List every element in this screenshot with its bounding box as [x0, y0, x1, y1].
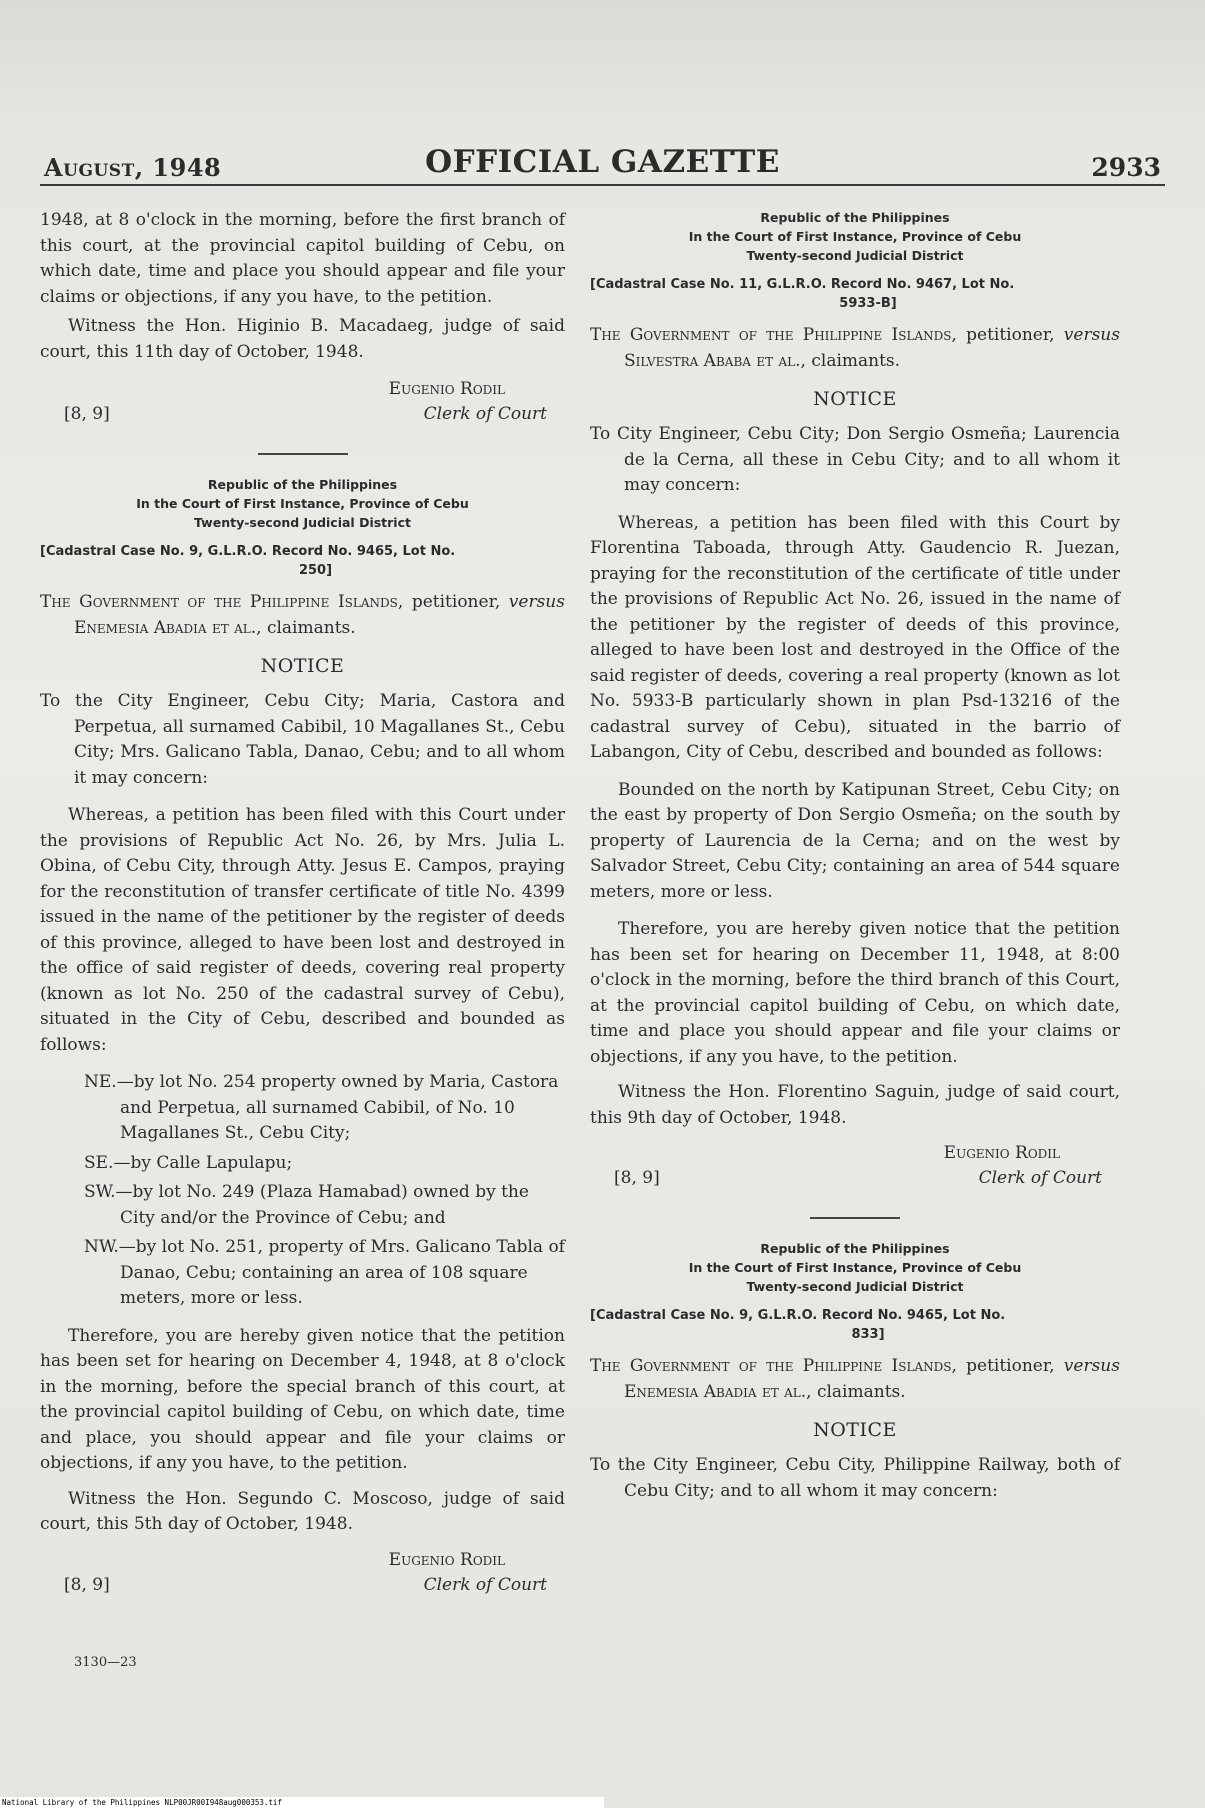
versus: versus — [1063, 325, 1120, 345]
case-parties — [590, 1354, 1120, 1405]
petitioner-label: petitioner, — [956, 1356, 1064, 1376]
signer-title: Clerk of Court — [423, 1574, 547, 1595]
caption-court: In the Court of First Instance, Province of Cebu — [688, 1260, 1022, 1275]
notice-case-250 — [40, 475, 565, 1602]
court-caption — [590, 208, 1120, 265]
case-lot: 250] — [298, 563, 333, 578]
issue-reference: [8, 9] — [64, 1574, 110, 1595]
claimants-label: claimants. — [261, 617, 356, 638]
caption-republic: Republic of the Philippines — [760, 210, 950, 225]
therefore-paragraph: Therefore, you are hereby given notice that the petition has been set for hearing on December 4, 1948, at 8 o'clock in the morning, before the special branch of this court, at the provincial capitol building of Cebu, on which date, time and place, you should appear and file your claims or objections, if any you have, to the petition. — [40, 1325, 565, 1473]
caption-republic: Republic of the Philippines — [207, 477, 398, 492]
case-parties — [40, 590, 565, 641]
case-number — [590, 275, 1120, 313]
versus: versus — [508, 592, 565, 612]
versus: versus — [1063, 1356, 1120, 1376]
caption-district: Twenty-second Judicial District — [746, 248, 964, 263]
petitioner-label: petitioner, — [403, 592, 509, 612]
notice-heading: NOTICE — [260, 655, 345, 677]
signer-name: Eugenio Rodil — [388, 379, 505, 399]
petitioner: The Government of the Philippine Islands, — [590, 1356, 957, 1376]
right-column — [590, 208, 1120, 1504]
notice-addressees: To City Engineer, Cebu City; Don Sergio Osmeña; Laurencia de la Cerna, all these in Cebu City; and to all whom it may concern: — [590, 424, 1120, 495]
petitioner: The Government of the Philippine Islands, — [590, 325, 957, 345]
notice-addressees: To the City Engineer, Cebu City; Maria, Castora and Perpetua, all surnamed Cabibil, 10 Magallanes St., Cebu City; Mrs. Galicano Tabla, Danao, Cebu; and to all whom it may concern: — [40, 691, 565, 788]
claimants-label: claimants. — [805, 350, 901, 371]
notice-heading: NOTICE — [813, 1419, 897, 1441]
boundary-nw: NW.—by lot No. 251, property of Mrs. Galicano Tabla of Danao, Cebu; containing an area of 108 square meters, more or less. — [84, 1237, 565, 1308]
case-number — [590, 1306, 1120, 1344]
header-title: OFFICIAL GAZETTE — [425, 144, 780, 180]
respondent: Silvestra Ababa et al., — [624, 350, 806, 371]
signer-title: Clerk of Court — [978, 1168, 1102, 1188]
case-number — [40, 542, 565, 580]
boundary-sw: SW.—by lot No. 249 (Plaza Hamabad) owned by the City and/or the Province of Cebu; and — [84, 1182, 529, 1228]
case-number-text: [Cadastral Case No. 9, G.L.R.O. Record No. 9465, Lot No. — [590, 1308, 1006, 1323]
caption-court: In the Court of First Instance, Province of Cebu — [136, 496, 469, 511]
signature-block — [590, 1143, 1120, 1195]
scan-footer: National Library of the Philippines NLP00JR00I948aug000353.tif — [0, 1797, 604, 1808]
respondent: Enemesia Abadia et al., — [74, 617, 262, 638]
caption-court: In the Court of First Instance, Province of Cebu — [688, 229, 1022, 244]
notice-case-5933b — [590, 208, 1120, 1195]
left-column — [40, 208, 565, 1602]
issue-reference: [8, 9] — [614, 1168, 660, 1188]
signer-name: Eugenio Rodil — [388, 1549, 505, 1570]
caption-district: Twenty-second Judicial District — [194, 515, 411, 530]
notice-heading: NOTICE — [813, 388, 897, 410]
case-lot: 833] — [851, 1327, 885, 1342]
court-caption — [40, 475, 565, 532]
signer-name: Eugenio Rodil — [943, 1143, 1060, 1163]
claimants-label: claimants. — [811, 1381, 906, 1402]
case-parties — [590, 323, 1120, 374]
issue-reference: [8, 9] — [64, 404, 110, 424]
witness-paragraph: Witness the Hon. Higinio B. Macadaeg, judge of said court, this 11th day of October, 1948. — [40, 316, 565, 362]
notice-case-833 — [590, 1239, 1120, 1504]
continued-paragraph: 1948, at 8 o'clock in the morning, before the first branch of this court, at the provincial capitol building of Cebu, on which date, time and place you should appear and file your claims or objections, if any you have, to the petition. — [40, 210, 565, 307]
case-number-text: [Cadastral Case No. 9, G.L.R.O. Record No. 9465, Lot No. — [40, 544, 456, 559]
caption-republic: Republic of the Philippines — [760, 1241, 950, 1256]
witness-paragraph: Witness the Hon. Segundo C. Moscoso, judge of said court, this 5th day of October, 1948. — [40, 1488, 565, 1534]
section-divider — [258, 453, 348, 455]
header-page-number: 2933 — [1091, 153, 1161, 182]
header-date: August, 1948 — [44, 153, 222, 182]
boundary-se: SE.—by Calle Lapulapu; — [84, 1152, 293, 1173]
bounded-paragraph: Bounded on the north by Katipunan Street, Cebu City; on the east by property of Don Sergio Osmeña; on the south by property of Laurencia de la Cerna; and on the west by Salvador Street, Cebu City; containing an area of 544 square meters, more or less. — [590, 779, 1120, 902]
notice-addressees: To the City Engineer, Cebu City, Philippine Railway, both of Cebu City; and to all whom it may concern: — [590, 1455, 1120, 1501]
court-caption — [590, 1239, 1120, 1296]
case-number-text: [Cadastral Case No. 11, G.L.R.O. Record No. 9467, Lot No. — [590, 277, 1015, 292]
print-code: 3130—23 — [74, 1655, 137, 1670]
signer-title: Clerk of Court — [423, 404, 547, 424]
petitioner-label: petitioner, — [956, 325, 1064, 345]
signature-block — [40, 379, 565, 431]
caption-district: Twenty-second Judicial District — [746, 1279, 964, 1294]
signature-block — [40, 1550, 565, 1602]
header-rule — [40, 184, 1165, 186]
therefore-paragraph: Therefore, you are hereby given notice that the petition has been set for hearing on December 11, 1948, at 8:00 o'clock in the morning, before the third branch of this Court, at the provincial capitol building of Cebu, on which date, time and place you should appear and file your claims or objections, if any you have, to the petition. — [590, 919, 1120, 1067]
section-divider — [810, 1217, 900, 1219]
respondent: Enemesia Abadia et al., — [624, 1381, 812, 1402]
page-header — [44, 136, 1161, 182]
witness-paragraph: Witness the Hon. Florentino Saguin, judge of said court, this 9th day of October, 1948. — [590, 1082, 1120, 1128]
petitioner: The Government of the Philippine Islands, — [40, 592, 404, 612]
boundary-ne: NE.—by lot No. 254 property owned by Maria, Castora and Perpetua, all surnamed Cabibil, of No. 10 Magallanes St., Cebu City; — [84, 1072, 559, 1143]
whereas-paragraph: Whereas, a petition has been filed with this Court under the provisions of Republic Act No. 26, by Mrs. Julia L. Obina, of Cebu City, through Atty. Jesus E. Campos, praying for the reconstitution of transfer certificate of title No. 4399 issued in the name of the petitioner by the register of deeds of this province, alleged to have been lost and destroyed in the office of said register of deeds, covering real property (known as lot No. 250 of the cadastral survey of Cebu), situated in the City of Cebu, described and bounded as follows: — [40, 805, 565, 1055]
case-lot: 5933-B] — [839, 296, 897, 311]
whereas-paragraph: Whereas, a petition has been filed with this Court by Florentina Taboada, through Atty. Gaudencio R. Juezan, praying for the reconstitution of the certificate of title under the provisions of Republic Act No. 26, issued in the name of the petitioner by the register of deeds of this province, alleged to have been lost and destroyed in the Office of the said register of deeds, covering a real property (known as lot No. 5933-B particularly shown in plan Psd-13216 of the cadastral survey of Cebu), situated in the barrio of Labangon, City of Cebu, described and bounded as follows: — [590, 512, 1120, 762]
